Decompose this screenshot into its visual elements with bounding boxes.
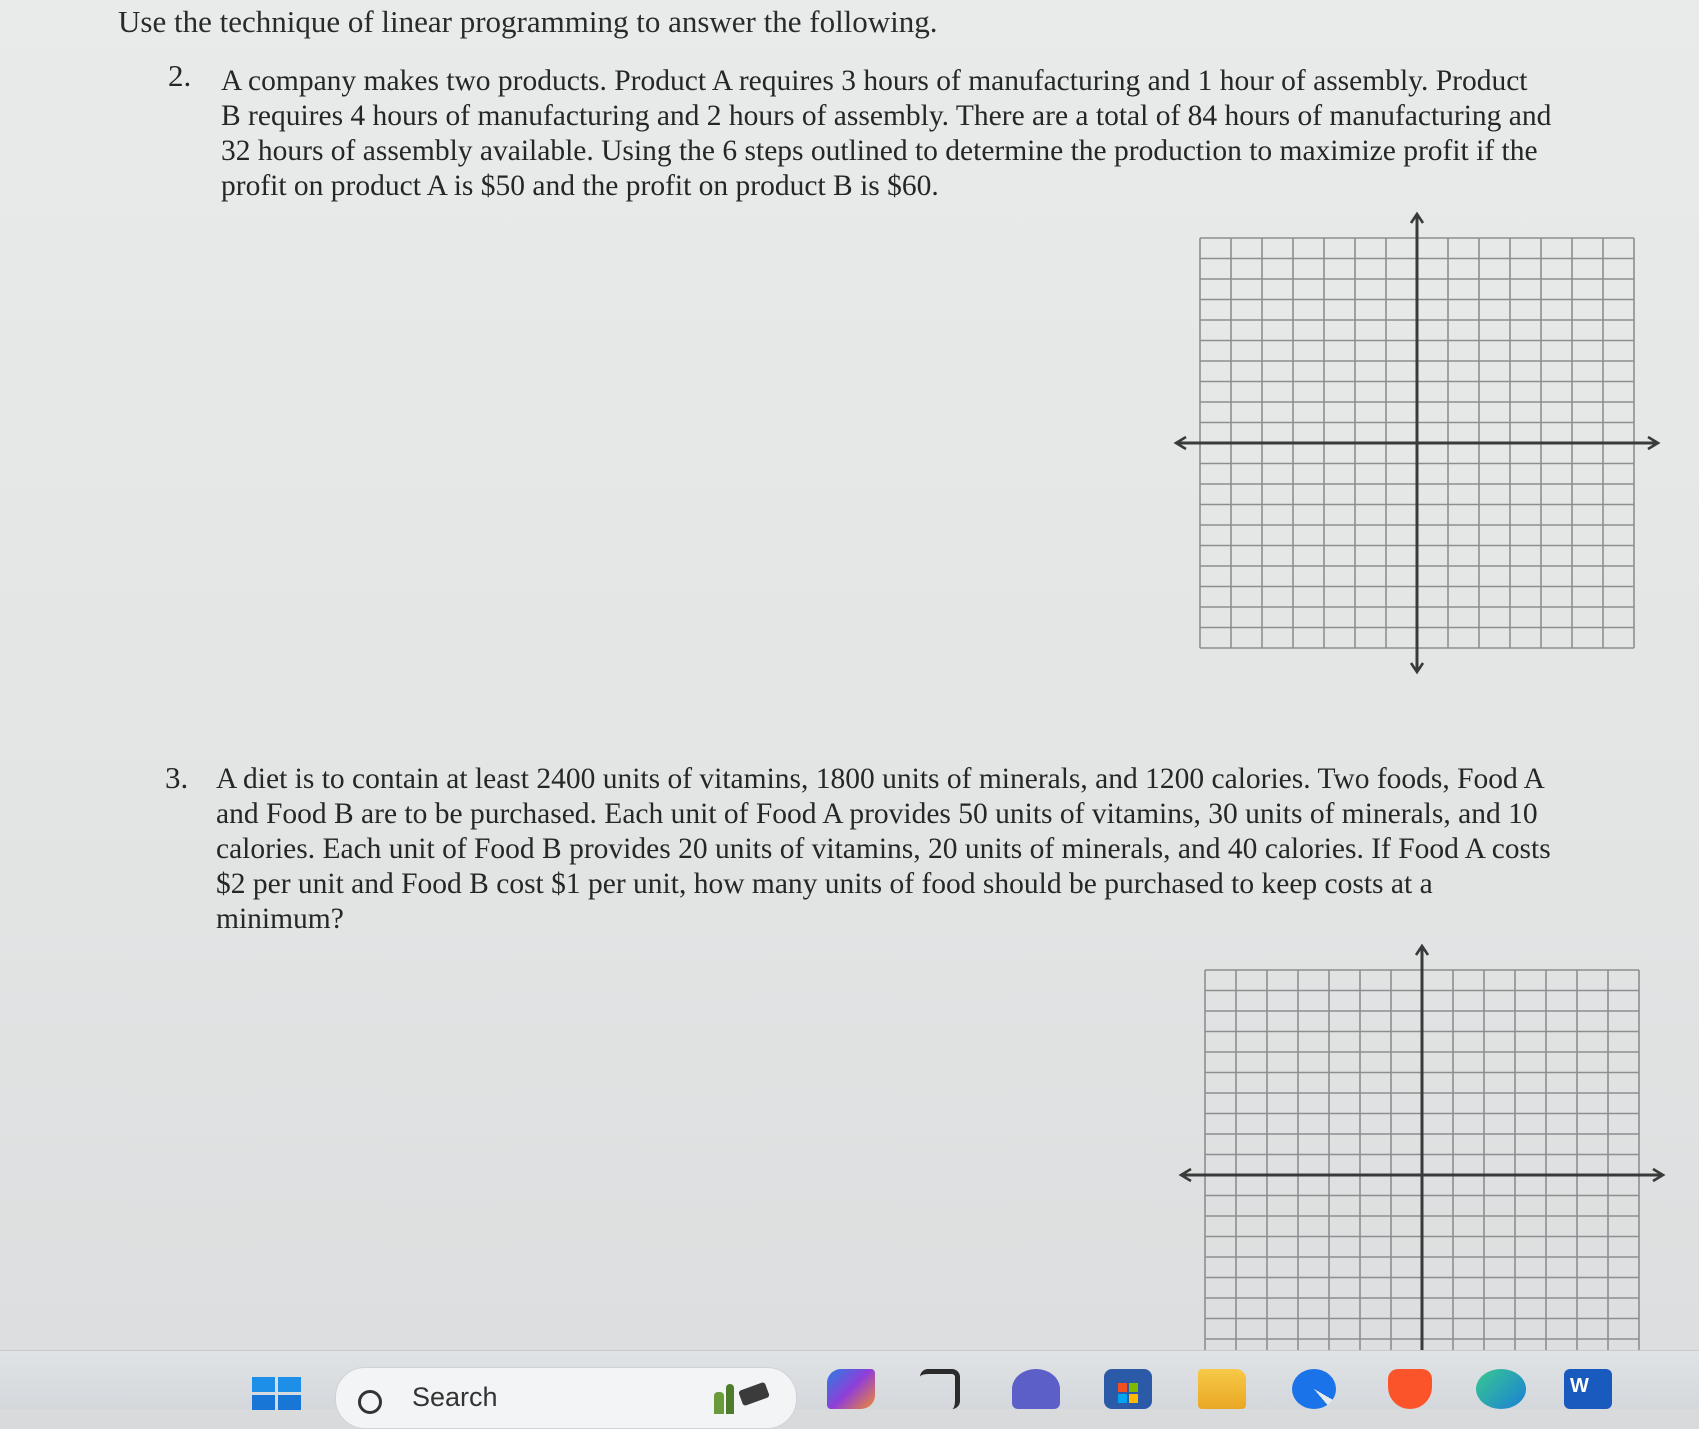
search-label: Search (412, 1382, 498, 1412)
problem-2-line: A company makes two products. Product A requires 3 hours of manufacturing and 1 hour of assembly. Product (221, 65, 1528, 97)
problem-3-line: and Food B are to be purchased. Each unit of Food A provides 50 units of vitamins, 30 units of minerals, and 10 (216, 798, 1538, 830)
taskbar-search-box[interactable] (335, 1367, 797, 1429)
word-icon[interactable] (1564, 1369, 1612, 1409)
search-icon (358, 1390, 382, 1414)
file-explorer-icon[interactable] (1198, 1369, 1246, 1409)
brave-icon[interactable] (1388, 1369, 1432, 1409)
problem-2-text (221, 64, 1551, 204)
problem-2-line: B requires 4 hours of manufacturing and 2 hours of assembly. There are a total of 84 hours of manufacturing and (221, 100, 1552, 132)
problem-3-line: calories. Each unit of Food B provides 20 units of vitamins, 20 units of minerals, and 40 calories. If Food A costs (216, 833, 1551, 865)
chrome-icon[interactable] (1292, 1369, 1336, 1409)
problem-2-number: 2. (168, 58, 192, 93)
task-view-icon[interactable] (920, 1369, 960, 1409)
widgets-icon[interactable] (706, 1378, 776, 1418)
problem-3-number: 3. (165, 760, 189, 795)
edge-icon[interactable] (1476, 1369, 1526, 1409)
taskbar (0, 1350, 1699, 1412)
problem-2-line: 32 hours of assembly available. Using the 6 steps outlined to determine the production to maximize profit if the (221, 135, 1538, 167)
coordinate-grid-problem-2 (1170, 210, 1670, 680)
coordinate-grid-problem-3 (1172, 940, 1672, 1350)
worksheet-heading: Use the technique of linear programming to answer the following. (118, 4, 938, 39)
meet-icon[interactable] (1012, 1369, 1060, 1409)
copilot-icon[interactable] (827, 1369, 875, 1409)
problem-3-line: minimum? (216, 903, 344, 935)
windows-start-icon[interactable] (252, 1377, 302, 1409)
problem-3-line: A diet is to contain at least 2400 units of vitamins, 1800 units of minerals, and 1200 calories. Two foods, Food A (216, 763, 1545, 795)
store-icon[interactable] (1104, 1369, 1152, 1409)
problem-3-text (216, 762, 1551, 937)
problem-2-line: profit on product A is $50 and the profit on product B is $60. (221, 170, 939, 202)
problem-3-line: $2 per unit and Food B cost $1 per unit, how many units of food should be purchased to keep costs at a (216, 868, 1433, 900)
word-icon-label: W (1570, 1375, 1589, 1397)
